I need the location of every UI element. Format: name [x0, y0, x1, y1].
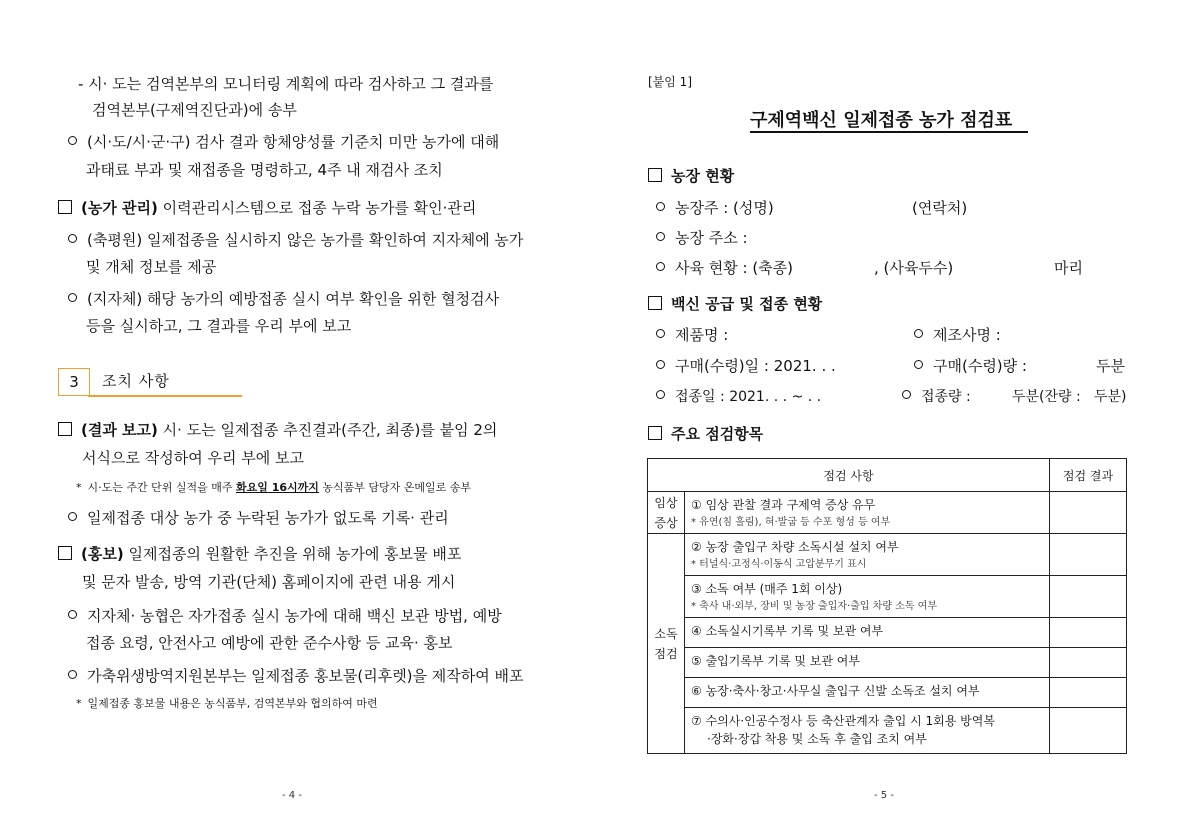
title-underline	[750, 131, 1028, 133]
table-row	[648, 618, 1127, 648]
attachment-label: [붙임 1]	[648, 75, 692, 89]
circle-item-5-line2: 접종 요령, 안전사고 예방에 관한 준수사항 등 교육· 홍보	[86, 634, 453, 652]
section-title: 조치 사항	[102, 372, 170, 390]
check-item-5: ⑤ 출입기록부 기록 및 보관 여부	[685, 648, 1050, 678]
circle-bullet-icon	[902, 390, 911, 399]
purchase-qty-field: 구매(수령)량 :	[914, 356, 1027, 376]
square-bullet-icon	[648, 426, 662, 440]
circle-item-2: (축평원) 일제접종을 실시하지 않은 농가를 확인하여 지자체에 농가	[68, 230, 523, 250]
section-number: 3	[58, 368, 90, 396]
circle-item-3: (지자체) 해당 농가의 예방접종 실시 여부 확인을 위한 혈청검사	[68, 289, 499, 309]
circle-item-1-line2: 과태료 부과 및 재접종을 명령하고, 4주 내 재검사 조치	[86, 161, 443, 179]
check-item-6: ⑥ 농장·축사·창고·사무실 출입구 신발 소독조 설치 여부	[685, 678, 1050, 708]
circle-item-3-line2: 등을 실시하고, 그 결과를 우리 부에 보고	[86, 317, 352, 335]
section-heading	[58, 368, 242, 396]
table-row	[648, 534, 1127, 576]
head-count-field: , (사육두수)	[874, 259, 954, 277]
main-items-heading: 주요 점검항목	[648, 424, 763, 444]
result-report-item: (결과 보고) 시· 도는 일제접종 추진결과(주간, 최종)를 붙임 2의	[58, 420, 497, 440]
circle-item-1: (시·도/시·군·구) 검사 결과 항체양성률 기준치 미만 농가에 대해	[68, 132, 499, 152]
circle-item-6: 가축위생방역지원본부는 일제접종 홍보물(리후렛)을 제작하여 배포	[68, 666, 524, 686]
vaccine-heading: 백신 공급 및 접종 현황	[648, 294, 822, 314]
result-cell-6[interactable]	[1050, 678, 1127, 708]
result-cell-1[interactable]	[1050, 492, 1127, 534]
circle-bullet-icon	[68, 670, 77, 679]
check-item-1: ① 임상 관찰 결과 구제역 증상 유무 * 유연(침 흘림), 혀·발굽 등 수포 형성 등 여부	[685, 492, 1050, 534]
circle-bullet-icon	[656, 390, 665, 399]
result-report-line2: 서식으로 작성하여 우리 부에 보고	[82, 449, 304, 467]
check-item-4: ④ 소독실시기록부 기록 및 보관 여부	[685, 618, 1050, 648]
page-number: - 5 -	[874, 790, 894, 801]
circle-bullet-icon	[68, 293, 77, 302]
page-number: - 4 -	[282, 790, 302, 801]
circle-bullet-icon	[68, 234, 77, 243]
circle-item-4: 일제접종 대상 농가 중 누락된 농가가 없도록 기록· 관리	[68, 508, 449, 528]
right-page	[590, 0, 1180, 834]
circle-bullet-icon	[68, 610, 77, 619]
promo-item: (홍보) 일제접종의 원활한 추진을 위해 농가에 홍보물 배포	[58, 544, 461, 564]
dash-item-line1: - 시· 도는 검역본부의 모니터링 계획에 따라 검사하고 그 결과를	[78, 75, 494, 93]
result-cell-3[interactable]	[1050, 576, 1127, 618]
remaining-unit: 두분)	[1094, 389, 1127, 405]
circle-bullet-icon	[656, 329, 665, 338]
table-row	[648, 648, 1127, 678]
product-field: 제품명 :	[656, 325, 728, 345]
checklist-table	[647, 458, 1127, 754]
check-item-7: ⑦ 수의사·인공수정사 등 축산관계자 출입 시 1회용 방역복 ·장화·장갑 착용 및 소독 후 출입 조치 여부	[685, 708, 1050, 754]
maker-field: 제조사명 :	[914, 325, 1001, 345]
purchase-date-field: 구매(수령)일 : 2021. . .	[656, 356, 836, 376]
note-promo: * 일제접종 홍보물 내용은 농식품부, 검역본부와 협의하여 마련	[76, 697, 378, 710]
farm-status-heading: 농장 현황	[648, 166, 734, 186]
square-bullet-icon	[58, 200, 72, 214]
result-cell-7[interactable]	[1050, 708, 1127, 754]
note-weekly: * 시·도는 주간 단위 실적을 매주 화요일 16시까지 농식품부 담당자 온메일로 송부	[76, 481, 472, 494]
vaccination-qty-value: 두분(잔량 :	[1012, 389, 1081, 405]
result-cell-2[interactable]	[1050, 534, 1127, 576]
circle-bullet-icon	[68, 136, 77, 145]
category-clinical: 임상 증상	[648, 492, 685, 534]
breeding-field: 사육 현황 : (축종)	[656, 258, 793, 278]
owner-field: 농장주 : (성명)	[656, 198, 774, 218]
circle-bullet-icon	[656, 232, 665, 241]
square-bullet-icon	[648, 296, 662, 310]
circle-bullet-icon	[914, 329, 923, 338]
vaccination-qty-field: 접종량 :	[902, 387, 971, 407]
circle-item-2-line2: 및 개체 정보를 제공	[86, 258, 217, 276]
square-bullet-icon	[58, 546, 72, 560]
circle-bullet-icon	[68, 512, 77, 521]
section-underline	[88, 395, 242, 397]
farm-mgmt-item: (농가 관리) 이력관리시스템으로 접종 누락 농가를 확인·관리	[58, 198, 476, 218]
circle-item-5: 지자체· 농협은 자가접종 실시 농가에 대해 백신 보관 방법, 예방	[68, 606, 502, 626]
purchase-qty-unit: 두분	[1096, 357, 1125, 375]
result-cell-4[interactable]	[1050, 618, 1127, 648]
column-header-item: 점검 사항	[648, 459, 1050, 492]
check-item-3: ③ 소독 여부 (매주 1회 이상) * 축사 내·외부, 장비 및 농장 출입자·출입 차량 소독 여부	[685, 576, 1050, 618]
result-cell-5[interactable]	[1050, 648, 1127, 678]
vaccination-date-field: 접종일 : 2021. . . ~ . .	[656, 387, 821, 407]
circle-bullet-icon	[656, 360, 665, 369]
circle-bullet-icon	[656, 202, 665, 211]
contact-field: (연락처)	[912, 199, 968, 217]
table-row	[648, 492, 1127, 534]
circle-bullet-icon	[656, 262, 665, 271]
check-item-2: ② 농장 출입구 차량 소독시설 설치 여부 * 터널식·고정식·이동식 고압분무기 표시	[685, 534, 1050, 576]
square-bullet-icon	[58, 422, 72, 436]
document-title: 구제역백신 일제접종 농가 점검표	[750, 110, 1013, 131]
circle-bullet-icon	[914, 360, 923, 369]
table-row	[648, 708, 1127, 754]
square-bullet-icon	[648, 168, 662, 182]
table-row	[648, 678, 1127, 708]
promo-line2: 및 문자 발송, 방역 기관(단체) 홈페이지에 관련 내용 게시	[82, 573, 456, 591]
column-header-result: 점검 결과	[1050, 459, 1127, 492]
category-disinfection: 소독 점검	[648, 534, 685, 754]
table-row	[648, 576, 1127, 618]
dash-item-line2: 검역본부(구제역진단과)에 송부	[92, 101, 297, 119]
head-count-unit: 마리	[1054, 259, 1083, 277]
address-field: 농장 주소 :	[656, 228, 748, 248]
